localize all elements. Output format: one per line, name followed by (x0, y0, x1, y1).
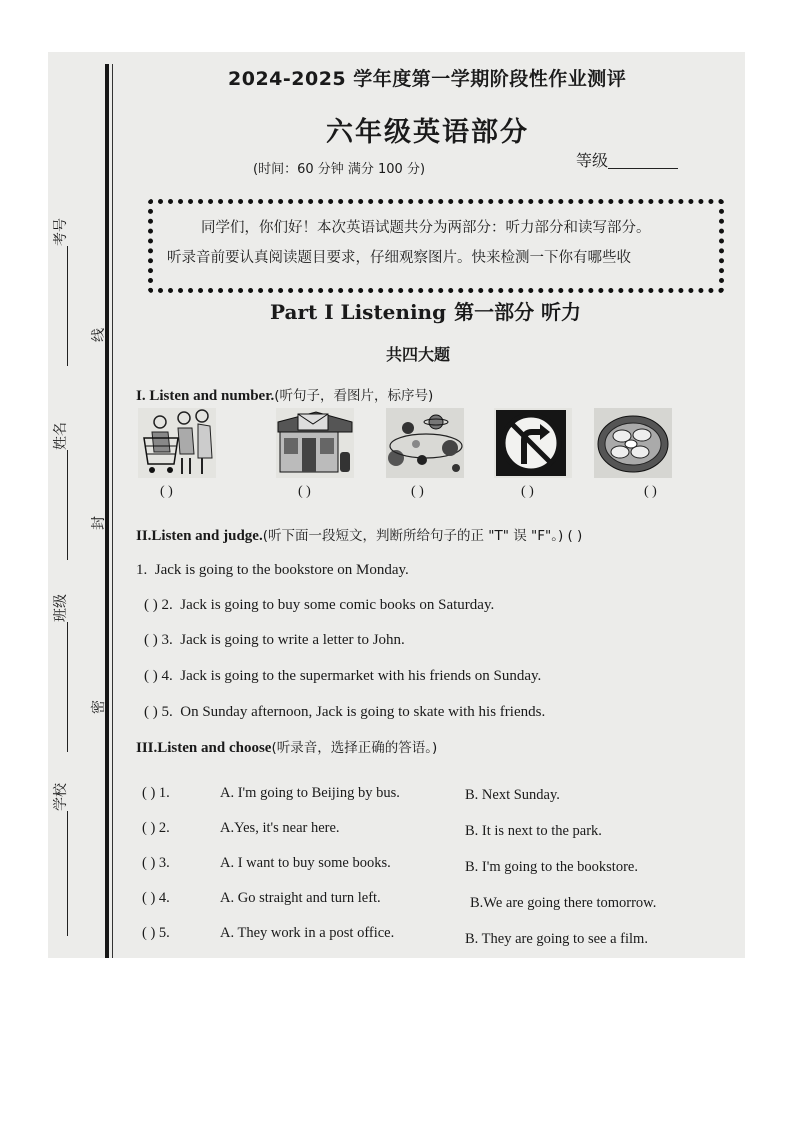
exam-no-label: 考号 (53, 218, 69, 246)
school-field (50, 783, 70, 936)
seal-line-char: 线 (91, 328, 107, 342)
shopping-cart-icon (138, 408, 216, 478)
exam-subtitle: 六年级英语部分 (326, 117, 529, 148)
part-subtitle: 共四大题 (386, 345, 451, 364)
dumplings-icon (594, 408, 672, 478)
picture-2-answer[interactable]: ( ) (298, 484, 311, 499)
grade-field (576, 148, 678, 171)
binding-line (105, 64, 109, 958)
choose-option-b: B. Next Sunday. (465, 787, 560, 803)
choose-item-prefix[interactable]: ( ) 5. (142, 925, 170, 941)
picture-1-answer[interactable]: ( ) (160, 484, 173, 499)
section-3-heading (136, 736, 437, 757)
judge-item-text: Jack is going to the bookstore on Monday. (154, 562, 409, 578)
choose-option-a: A. Go straight and turn left. (220, 890, 381, 906)
grade-label: 等级 (576, 151, 609, 170)
notice-line-1: 同学们，你们好！本次英语试题共分为两部分：听力部分和读写部分。 (201, 220, 651, 236)
section-1-instructions: (听句子，看图片，标序号) (274, 388, 434, 404)
part-title (270, 296, 581, 325)
judge-item (136, 562, 409, 579)
section-1-heading (136, 384, 433, 405)
section-2-title: II.Listen and judge. (136, 528, 263, 544)
part-title-en: Part I Listening (270, 300, 447, 324)
part-title-cn: 第一部分 听力 (454, 300, 582, 324)
seal-mi-char: 密 (91, 700, 107, 714)
judge-item[interactable] (144, 704, 545, 721)
choose-option-b: B. They are going to see a film. (465, 931, 648, 947)
solar-system-icon (386, 408, 464, 478)
name-field (50, 422, 70, 560)
time-info: (时间：60 分钟 满分 100 分) (253, 162, 426, 177)
choose-option-b: B. It is next to the park. (465, 823, 602, 839)
choose-option-a: A.Yes, it's near here. (220, 820, 340, 836)
judge-item-text: Jack is going to the supermarket with his friends on Sunday. (180, 668, 542, 684)
judge-item-number: 1. (136, 562, 148, 578)
judge-item-number[interactable]: ( ) 4. (144, 668, 173, 684)
post-office-icon (276, 408, 354, 478)
notice-line-2: 听录音前要认真阅读题目要求，仔细观察图片。快来检测一下你有哪些收 (167, 250, 631, 266)
choose-option-b: B. I'm going to the bookstore. (465, 859, 638, 875)
section-2-heading (136, 524, 582, 545)
seal-feng-char: 封 (91, 516, 107, 530)
judge-item-text: On Sunday afternoon, Jack is going to skate with his friends. (180, 704, 546, 720)
class-field (50, 594, 70, 752)
judge-item-number[interactable]: ( ) 2. (144, 597, 173, 613)
choose-item-prefix[interactable]: ( ) 4. (142, 890, 170, 906)
section-2-instructions: (听下面一段短文，判断所给句子的正 "T" 误 "F"。) ( ) (262, 528, 583, 544)
judge-item-number[interactable]: ( ) 5. (144, 704, 173, 720)
judge-item-text: Jack is going to write a letter to John. (180, 632, 405, 648)
choose-option-a: A. They work in a post office. (220, 925, 395, 941)
picture-3-answer[interactable]: ( ) (411, 484, 424, 499)
exam-no-field (50, 218, 70, 366)
class-label: 班级 (53, 594, 69, 622)
judge-item-number[interactable]: ( ) 3. (144, 632, 173, 648)
section-3-title: III.Listen and choose (136, 740, 272, 756)
picture-5-answer[interactable]: ( ) (644, 484, 657, 499)
choose-item-prefix[interactable]: ( ) 1. (142, 785, 170, 801)
picture-4-answer[interactable]: ( ) (521, 484, 534, 499)
exam-title: 2024-2025 学年度第一学期阶段性作业测评 (228, 68, 627, 90)
exam-paper (48, 52, 745, 958)
no-right-turn-sign-icon (494, 408, 572, 478)
judge-item[interactable] (144, 632, 405, 649)
section-1-title: I. Listen and number. (136, 388, 275, 404)
choose-option-a: A. I'm going to Beijing by bus. (220, 785, 400, 801)
school-label: 学校 (53, 783, 69, 811)
section-3-instructions: (听录音，选择正确的答语。) (271, 740, 438, 756)
grade-blank[interactable] (608, 154, 678, 169)
choose-item-prefix[interactable]: ( ) 2. (142, 820, 170, 836)
name-label: 姓名 (53, 422, 69, 450)
choose-option-b: B.We are going there tomorrow. (470, 895, 657, 911)
choose-item-prefix[interactable]: ( ) 3. (142, 855, 170, 871)
judge-item-text: Jack is going to buy some comic books on Saturday. (180, 597, 495, 613)
notice-box (148, 199, 724, 293)
judge-item[interactable] (144, 668, 541, 685)
binding-line-inner (112, 64, 113, 958)
choose-option-a: A. I want to buy some books. (220, 855, 391, 871)
judge-item[interactable] (144, 597, 494, 614)
